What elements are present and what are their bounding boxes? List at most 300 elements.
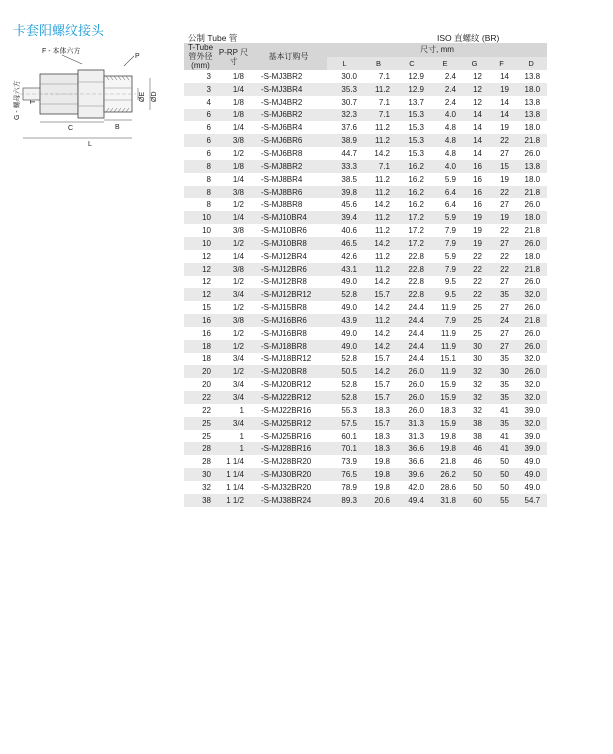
table-cell: 25 bbox=[473, 328, 482, 338]
metric-tube-heading: 公制 Tube 管 bbox=[188, 33, 238, 43]
table-cell: 35 bbox=[488, 391, 515, 404]
table-cell: 46 bbox=[461, 442, 488, 455]
table-cell: 21.8 bbox=[524, 226, 541, 236]
table-cell: 16.2 bbox=[395, 160, 429, 173]
table-cell: 11.2 bbox=[362, 314, 395, 327]
table-cell: -S-MJ18BR12 bbox=[261, 354, 312, 364]
label-face-diameter: ØD bbox=[151, 91, 158, 102]
table-cell: 6 bbox=[206, 148, 211, 158]
table-cell: 5.9 bbox=[429, 211, 461, 224]
table-cell: 11.2 bbox=[375, 123, 390, 133]
table-row bbox=[184, 327, 547, 340]
table-cell: 26.0 bbox=[408, 405, 424, 415]
table-cell: 19 bbox=[461, 211, 488, 224]
table-cell: 4.8 bbox=[444, 123, 456, 133]
table-cell: 1/4 bbox=[232, 251, 244, 261]
table-cell: 19.8 bbox=[429, 442, 461, 455]
table-cell: 8 bbox=[206, 174, 211, 184]
table-cell: 27 bbox=[488, 340, 515, 353]
table-cell: 14 bbox=[473, 148, 482, 158]
table-cell: 32 bbox=[202, 482, 211, 492]
table-cell: 32.0 bbox=[524, 354, 541, 364]
table-cell: 19 bbox=[488, 83, 515, 96]
table-cell: 18.3 bbox=[440, 405, 456, 415]
table-cell: 16 bbox=[461, 160, 488, 173]
table-cell: 18.0 bbox=[524, 251, 541, 261]
table-cell: 1 bbox=[239, 405, 244, 415]
table-cell: 1/4 bbox=[217, 83, 250, 96]
table-cell: 3/4 bbox=[217, 417, 250, 430]
table-cell: 14 bbox=[500, 71, 509, 81]
table-cell: 43.9 bbox=[327, 314, 362, 327]
table-cell: 1/2 bbox=[217, 237, 250, 250]
table-row bbox=[184, 301, 547, 314]
table-cell: 9.5 bbox=[444, 277, 456, 287]
table-cell: -S-MJ25BR12 bbox=[250, 417, 327, 430]
table-cell: -S-MJ12BR8 bbox=[261, 277, 307, 287]
label-dim-l: L bbox=[88, 141, 92, 148]
table-cell: 4.0 bbox=[429, 109, 461, 122]
table-cell: 8 bbox=[184, 160, 217, 173]
table-row bbox=[184, 314, 547, 327]
table-row bbox=[184, 276, 547, 289]
table-cell: 26.0 bbox=[524, 148, 541, 158]
table-cell: 12 bbox=[461, 83, 488, 96]
table-cell: 38 bbox=[184, 494, 217, 507]
col-header-f: F bbox=[488, 57, 515, 71]
table-cell: 6 bbox=[184, 134, 217, 147]
table-cell: 31.8 bbox=[429, 494, 461, 507]
table-row bbox=[184, 96, 547, 109]
table-cell: 3 bbox=[184, 83, 217, 96]
table-cell: 50 bbox=[488, 468, 515, 481]
table-cell: 1/2 bbox=[232, 148, 244, 158]
table-cell: 40.6 bbox=[341, 226, 357, 236]
table-cell: 16 bbox=[473, 174, 482, 184]
table-cell: 3/8 bbox=[217, 314, 250, 327]
table-cell: 15.3 bbox=[395, 109, 429, 122]
table-cell: -S-MJ8BR8 bbox=[261, 200, 303, 210]
table-cell: 28.6 bbox=[440, 482, 456, 492]
table-cell: 11.2 bbox=[362, 211, 395, 224]
table-cell: 3/8 bbox=[217, 263, 250, 276]
table-cell: -S-MJ16BR8 bbox=[261, 328, 307, 338]
dimension-table bbox=[184, 43, 547, 507]
table-cell: 16 bbox=[461, 186, 488, 199]
table-cell: 32.3 bbox=[327, 109, 362, 122]
table-cell: 22 bbox=[488, 186, 515, 199]
table-cell: 41 bbox=[500, 431, 509, 441]
table-cell: 27 bbox=[488, 237, 515, 250]
table-cell: 45.6 bbox=[341, 200, 357, 210]
table-cell: -S-MJ12BR12 bbox=[250, 288, 327, 301]
table-cell: 43.1 bbox=[327, 263, 362, 276]
table-cell: 49.0 bbox=[524, 457, 541, 467]
table-cell: 11.2 bbox=[375, 174, 390, 184]
table-cell: -S-MJ38BR24 bbox=[250, 494, 327, 507]
table-cell: 19.8 bbox=[374, 482, 390, 492]
table-cell: 3/4 bbox=[217, 288, 250, 301]
table-row bbox=[184, 173, 547, 186]
table-cell: 30.0 bbox=[341, 71, 357, 81]
table-cell: 26.0 bbox=[395, 391, 429, 404]
table-row bbox=[184, 263, 547, 276]
table-cell: 20.6 bbox=[362, 494, 395, 507]
col-header-c: C bbox=[395, 57, 429, 71]
col-header-b: B bbox=[362, 57, 395, 71]
table-cell: 18.3 bbox=[374, 431, 390, 441]
table-cell: 55.3 bbox=[341, 405, 357, 415]
table-cell: 22.8 bbox=[395, 263, 429, 276]
table-cell: -S-MJ28BR16 bbox=[250, 442, 327, 455]
table-cell: -S-MJ18BR8 bbox=[250, 340, 327, 353]
table-cell: 30 bbox=[184, 468, 217, 481]
fitting-diagram bbox=[10, 44, 170, 149]
table-cell: 24.4 bbox=[408, 328, 424, 338]
table-cell: 15.1 bbox=[440, 354, 456, 364]
table-cell: 11.9 bbox=[429, 340, 461, 353]
table-cell: 1/8 bbox=[217, 109, 250, 122]
dimension-table-container bbox=[184, 30, 547, 507]
table-cell: 32 bbox=[461, 391, 488, 404]
table-cell: 6 bbox=[184, 109, 217, 122]
table-cell: 38 bbox=[473, 431, 482, 441]
table-body bbox=[184, 70, 547, 507]
table-cell: 30 bbox=[473, 354, 482, 364]
table-cell: 14 bbox=[461, 134, 488, 147]
table-cell: -S-MJ20BR8 bbox=[250, 365, 327, 378]
table-cell: 32.0 bbox=[515, 391, 547, 404]
table-cell: -S-MJ8BR4 bbox=[261, 174, 303, 184]
col-header-tube-od: T-Tube 管外径 (mm) bbox=[184, 43, 217, 70]
table-cell: 15.7 bbox=[362, 417, 395, 430]
table-row bbox=[184, 186, 547, 199]
table-cell: 32 bbox=[473, 405, 482, 415]
table-cell: 22 bbox=[500, 251, 509, 261]
table-cell: 17.2 bbox=[408, 226, 424, 236]
page-title: 卡套阳螺纹接头 bbox=[13, 23, 105, 38]
table-cell: 14.2 bbox=[374, 277, 390, 287]
table-cell: 3/8 bbox=[232, 226, 244, 236]
table-cell: 20 bbox=[202, 380, 211, 390]
table-cell: 1 bbox=[239, 431, 244, 441]
table-cell: 25 bbox=[473, 303, 482, 313]
table-cell: 11.2 bbox=[375, 251, 390, 261]
table-cell: 1 bbox=[217, 442, 250, 455]
table-row bbox=[184, 211, 547, 224]
table-cell: 25 bbox=[202, 431, 211, 441]
table-cell: 21.8 bbox=[515, 134, 547, 147]
table-cell: 14.2 bbox=[362, 340, 395, 353]
table-cell: 10 bbox=[202, 226, 211, 236]
table-row bbox=[184, 378, 547, 391]
table-cell: 5.9 bbox=[444, 174, 456, 184]
table-cell: -S-MJ22BR16 bbox=[261, 405, 312, 415]
table-cell: 22 bbox=[461, 288, 488, 301]
table-cell: 37.6 bbox=[341, 123, 357, 133]
label-tube-od: T bbox=[30, 99, 37, 104]
table-cell: 49.0 bbox=[524, 482, 541, 492]
table-cell: 13.8 bbox=[524, 97, 541, 107]
table-cell: 11.2 bbox=[375, 226, 390, 236]
table-cell: 35.3 bbox=[327, 83, 362, 96]
table-cell: 3/4 bbox=[217, 391, 250, 404]
table-cell: 42.6 bbox=[341, 251, 357, 261]
table-row bbox=[184, 404, 547, 417]
table-cell: 38 bbox=[461, 417, 488, 430]
table-cell: 21.8 bbox=[515, 263, 547, 276]
table-cell: 49.0 bbox=[341, 328, 357, 338]
table-cell: 24.4 bbox=[395, 314, 429, 327]
table-cell: 3/4 bbox=[232, 380, 244, 390]
table-cell: -S-MJ10BR8 bbox=[250, 237, 327, 250]
table-cell: 49.0 bbox=[341, 277, 357, 287]
table-cell: 14.2 bbox=[374, 328, 390, 338]
table-cell: -S-MJ20BR12 bbox=[261, 380, 312, 390]
table-cell: 11.2 bbox=[362, 83, 395, 96]
table-cell: 1 1/4 bbox=[226, 482, 244, 492]
col-header-thread-size: P-RP 尺寸 bbox=[217, 43, 250, 70]
label-dim-b: B bbox=[115, 124, 120, 131]
table-cell: 18.3 bbox=[374, 405, 390, 415]
table-cell: 7.9 bbox=[429, 314, 461, 327]
table-cell: 38.5 bbox=[341, 174, 357, 184]
table-row bbox=[184, 160, 547, 173]
table-cell: 8 bbox=[184, 186, 217, 199]
table-cell: 15.9 bbox=[440, 380, 456, 390]
table-cell: 1/4 bbox=[217, 211, 250, 224]
table-cell: 54.7 bbox=[515, 494, 547, 507]
table-cell: 46.5 bbox=[327, 237, 362, 250]
col-header-e: E bbox=[429, 57, 461, 71]
table-cell: 31.3 bbox=[408, 431, 424, 441]
col-header-dimensions: 尺寸, mm bbox=[327, 43, 547, 57]
table-cell: 32.0 bbox=[515, 288, 547, 301]
label-body-hex: F - 本体六方 bbox=[42, 48, 81, 55]
table-cell: 19 bbox=[500, 174, 509, 184]
col-header-d: D bbox=[515, 57, 547, 71]
table-cell: 24.4 bbox=[395, 340, 429, 353]
table-cell: 1/2 bbox=[217, 365, 250, 378]
col-header-l: L bbox=[327, 57, 362, 71]
table-cell: 76.5 bbox=[327, 468, 362, 481]
table-cell: 19 bbox=[488, 211, 515, 224]
table-cell: 7.9 bbox=[429, 263, 461, 276]
table-cell: 30.7 bbox=[341, 97, 357, 107]
table-cell: 14 bbox=[473, 123, 482, 133]
table-cell: 38.9 bbox=[327, 134, 362, 147]
table-cell: 15.7 bbox=[374, 354, 390, 364]
table-cell: 2.4 bbox=[429, 83, 461, 96]
table-cell: 12 bbox=[184, 263, 217, 276]
table-cell: 41 bbox=[500, 405, 509, 415]
table-cell: 33.3 bbox=[327, 160, 362, 173]
table-cell: 32.0 bbox=[524, 380, 541, 390]
table-cell: 39.0 bbox=[515, 442, 547, 455]
table-cell: 15.7 bbox=[362, 391, 395, 404]
table-cell: -S-MJ15BR8 bbox=[261, 303, 307, 313]
table-cell: 15.7 bbox=[374, 380, 390, 390]
table-cell: 3/8 bbox=[217, 134, 250, 147]
table-cell: 19.8 bbox=[440, 431, 456, 441]
table-row bbox=[184, 481, 547, 494]
table-cell: 39.4 bbox=[327, 211, 362, 224]
table-cell: 3/8 bbox=[217, 186, 250, 199]
table-cell: -S-MJ3BR2 bbox=[261, 71, 303, 81]
table-cell: 26.0 bbox=[524, 303, 541, 313]
table-cell: 3 bbox=[206, 71, 211, 81]
table-cell: 7.1 bbox=[362, 109, 395, 122]
table-cell: 16 bbox=[202, 328, 211, 338]
table-cell: 1/2 bbox=[232, 200, 244, 210]
table-cell: 35 bbox=[488, 417, 515, 430]
table-cell: 5.9 bbox=[444, 251, 456, 261]
table-cell: -S-MJ10BR4 bbox=[250, 211, 327, 224]
table-cell: 39.6 bbox=[395, 468, 429, 481]
table-cell: 28 bbox=[184, 442, 217, 455]
table-cell: 14.2 bbox=[374, 200, 390, 210]
table-cell: 22.8 bbox=[408, 251, 424, 261]
table-row bbox=[184, 147, 547, 160]
table-cell: 30 bbox=[461, 340, 488, 353]
table-cell: 18.0 bbox=[515, 211, 547, 224]
table-cell: 21.8 bbox=[440, 457, 456, 467]
table-cell: 2.4 bbox=[444, 71, 456, 81]
table-cell: 46 bbox=[473, 457, 482, 467]
table-row bbox=[184, 250, 547, 263]
table-cell: 19 bbox=[461, 237, 488, 250]
table-cell: 57.5 bbox=[327, 417, 362, 430]
table-cell: 39.0 bbox=[524, 431, 541, 441]
table-cell: 49.0 bbox=[341, 303, 357, 313]
table-cell: 31.3 bbox=[395, 417, 429, 430]
table-cell: 42.0 bbox=[408, 482, 424, 492]
table-cell: 18.0 bbox=[524, 123, 541, 133]
table-cell: 27 bbox=[500, 148, 509, 158]
table-row bbox=[184, 417, 547, 430]
table-row bbox=[184, 391, 547, 404]
table-cell: 13.8 bbox=[515, 109, 547, 122]
table-cell: 26.0 bbox=[524, 328, 541, 338]
table-cell: -S-MJ8BR2 bbox=[250, 160, 327, 173]
col-header-g: G bbox=[461, 57, 488, 71]
table-cell: 70.1 bbox=[327, 442, 362, 455]
table-cell: 4.8 bbox=[444, 148, 456, 158]
table-cell: 35 bbox=[488, 288, 515, 301]
table-row bbox=[184, 121, 547, 134]
table-cell: -S-MJ8BR6 bbox=[250, 186, 327, 199]
table-cell: 7.9 bbox=[429, 237, 461, 250]
table-cell: 16.2 bbox=[395, 186, 429, 199]
table-row bbox=[184, 430, 547, 443]
table-cell: 15.9 bbox=[429, 391, 461, 404]
table-cell: 22 bbox=[488, 263, 515, 276]
table-cell: 14.2 bbox=[362, 365, 395, 378]
table-cell: 14 bbox=[488, 109, 515, 122]
table-cell: -S-MJ6BR8 bbox=[261, 148, 303, 158]
table-cell: 22 bbox=[500, 226, 509, 236]
table-cell: 39.8 bbox=[327, 186, 362, 199]
table-cell: 44.7 bbox=[341, 148, 357, 158]
table-cell: 16.2 bbox=[408, 200, 424, 210]
table-cell: -S-MJ3BR4 bbox=[250, 83, 327, 96]
table-cell: 1/4 bbox=[232, 123, 244, 133]
table-cell: 52.8 bbox=[327, 391, 362, 404]
table-cell: 24.4 bbox=[408, 303, 424, 313]
table-cell: 41 bbox=[488, 442, 515, 455]
table-cell: 12 bbox=[473, 97, 482, 107]
table-cell: 22 bbox=[473, 251, 482, 261]
table-cell: 49.0 bbox=[515, 468, 547, 481]
table-cell: 7.1 bbox=[378, 71, 390, 81]
table-cell: 11.9 bbox=[441, 303, 456, 313]
table-cell: 26.0 bbox=[524, 200, 541, 210]
table-cell: 52.8 bbox=[341, 354, 357, 364]
table-cell: 49.4 bbox=[395, 494, 429, 507]
table-cell: 26.0 bbox=[524, 277, 541, 287]
table-cell: -S-MJ28BR20 bbox=[261, 457, 312, 467]
table-cell: 11.2 bbox=[362, 186, 395, 199]
table-cell: 8 bbox=[206, 200, 211, 210]
table-cell: 12 bbox=[473, 71, 482, 81]
table-cell: 4 bbox=[206, 97, 211, 107]
table-cell: 15.9 bbox=[429, 417, 461, 430]
table-cell: 22 bbox=[473, 277, 482, 287]
table-cell: -S-MJ4BR2 bbox=[261, 97, 303, 107]
table-cell: 26.0 bbox=[408, 380, 424, 390]
col-header-part-number: 基本订购号 bbox=[250, 43, 327, 70]
table-cell: 12 bbox=[202, 251, 211, 261]
table-cell: 14.2 bbox=[362, 237, 395, 250]
table-cell: 14.2 bbox=[374, 148, 390, 158]
table-cell: 1 1/4 bbox=[217, 468, 250, 481]
table-cell: 26.0 bbox=[395, 365, 429, 378]
table-cell: 1/2 bbox=[232, 277, 244, 287]
table-cell: 15 bbox=[488, 160, 515, 173]
table-cell: -S-MJ30BR20 bbox=[250, 468, 327, 481]
label-dim-c: C bbox=[68, 125, 74, 132]
table-row bbox=[184, 198, 547, 211]
table-cell: 18.0 bbox=[515, 83, 547, 96]
table-cell: 22.8 bbox=[408, 277, 424, 287]
table-row bbox=[184, 468, 547, 481]
table-cell: 13.7 bbox=[408, 97, 424, 107]
table-cell: 4.8 bbox=[429, 134, 461, 147]
table-cell: 50 bbox=[500, 482, 509, 492]
table-cell: 18 bbox=[202, 354, 211, 364]
table-cell: 15.7 bbox=[362, 288, 395, 301]
table-cell: 24.4 bbox=[408, 354, 424, 364]
table-cell: 15.3 bbox=[408, 148, 424, 158]
table-cell: 60 bbox=[461, 494, 488, 507]
table-cell: -S-MJ25BR16 bbox=[261, 431, 312, 441]
table-cell: 16 bbox=[473, 200, 482, 210]
table-cell: 13.8 bbox=[515, 160, 547, 173]
table-cell: 22.8 bbox=[395, 288, 429, 301]
table-cell: 36.6 bbox=[395, 442, 429, 455]
table-cell: 39.0 bbox=[524, 405, 541, 415]
table-cell: 18 bbox=[184, 340, 217, 353]
table-cell: 50 bbox=[461, 468, 488, 481]
table-cell: 12 bbox=[184, 288, 217, 301]
table-cell: 22 bbox=[488, 134, 515, 147]
table-cell: 7.1 bbox=[378, 97, 390, 107]
table-cell: 15.3 bbox=[408, 123, 424, 133]
table-cell: 2.4 bbox=[444, 97, 456, 107]
table-cell: 1 1/4 bbox=[226, 457, 244, 467]
table-cell: 32 bbox=[473, 380, 482, 390]
table-cell: 10 bbox=[184, 237, 217, 250]
